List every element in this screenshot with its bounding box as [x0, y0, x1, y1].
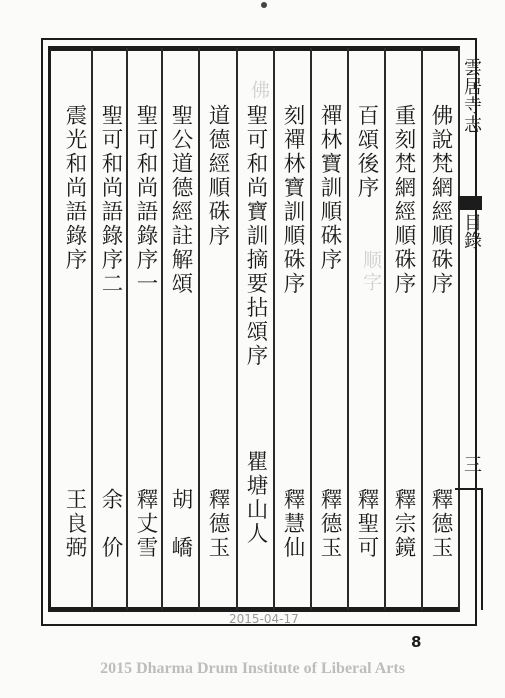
- entry-title: 刻禪林寶訓順硃序: [280, 104, 305, 296]
- bleed-through-text: 佛: [248, 80, 270, 102]
- margin-page-number: 三: [461, 455, 482, 473]
- entry-author: 釋慧仙: [280, 488, 305, 560]
- margin-section-label: 目錄: [461, 213, 482, 249]
- entry-title: 聖可和尚語錄序二: [98, 104, 123, 296]
- entry-title: 聖可和尚寶訓摘要拈頌序: [243, 104, 268, 368]
- fishtail-mark: [458, 196, 482, 210]
- bleed-through-text: 顺字: [360, 250, 382, 294]
- entry-author: 釋宗鏡: [391, 488, 416, 560]
- entry-title: 聖可和尚語錄序一: [133, 104, 158, 296]
- entry-author: 釋德玉: [428, 488, 453, 560]
- entry-author: 余 价: [98, 488, 123, 560]
- scan-date-stamp: 2015-04-17: [229, 612, 299, 626]
- entry-author: 釋聖可: [354, 488, 379, 560]
- entry-author: 王良弼: [62, 488, 87, 560]
- entry-title: 佛說梵網經順硃序: [428, 104, 453, 296]
- page-number: 8: [411, 633, 422, 651]
- entry-title: 震光和尚語錄序: [62, 104, 87, 272]
- copyright-footer: 2015 Dharma Drum Institute of Liberal Arts: [100, 660, 405, 677]
- entry-title: 道德經順硃序: [205, 104, 230, 248]
- entry-title: 聖公道德經註解頌: [168, 104, 193, 296]
- top-ink-mark: [261, 2, 267, 8]
- entry-author: 釋丈雪: [133, 488, 158, 560]
- entry-author: 釋德玉: [205, 488, 230, 560]
- margin-book-title: 雲居寺志: [461, 58, 482, 134]
- entry-author: 釋德玉: [317, 488, 342, 560]
- entry-author: 瞿塘山人: [243, 450, 268, 546]
- entry-title: 重刻梵網經順硃序: [391, 104, 416, 296]
- entry-author: 胡 嶠: [168, 488, 193, 560]
- entry-title: 禪林寶訓順硃序: [317, 104, 342, 272]
- margin-bracket: [455, 488, 483, 610]
- entry-title: 百頌後序: [354, 104, 379, 200]
